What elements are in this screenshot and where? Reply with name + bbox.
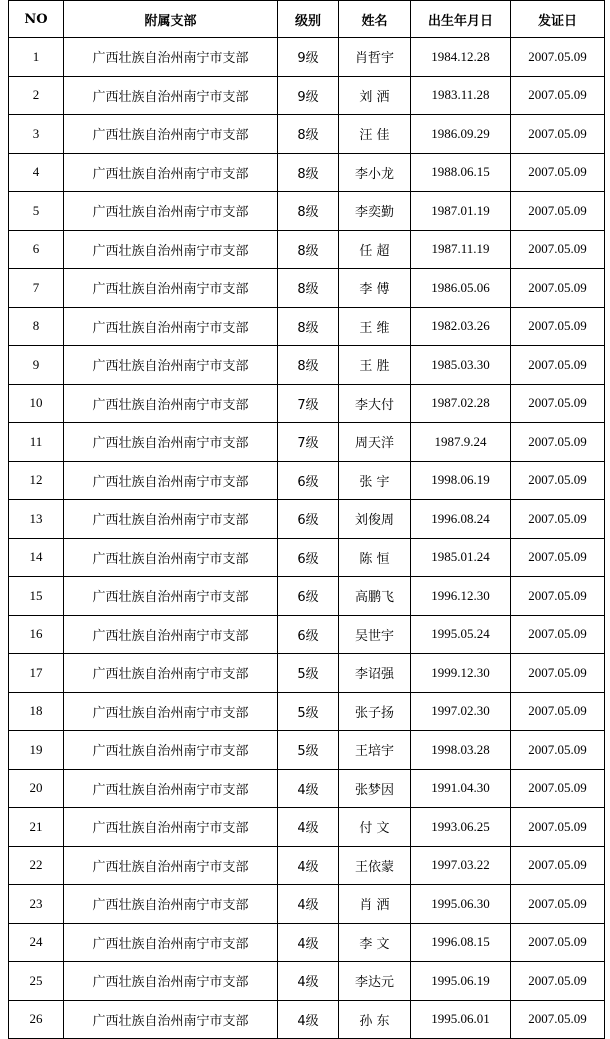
cell-name: 付 文 <box>339 808 411 847</box>
cell-issue-date: 2007.05.09 <box>511 230 605 269</box>
cell-grade: 8级 <box>278 192 339 231</box>
table-row <box>9 923 605 962</box>
cell-name: 汪 佳 <box>339 115 411 154</box>
cell-issue-date: 2007.05.09 <box>511 692 605 731</box>
cell-grade: 9级 <box>278 76 339 115</box>
cell-issue-date: 2007.05.09 <box>511 885 605 924</box>
cell-birth-date: 1987.9.24 <box>411 423 511 462</box>
table-row <box>9 692 605 731</box>
cell-issue-date: 2007.05.09 <box>511 808 605 847</box>
cell-issue-date: 2007.05.09 <box>511 731 605 770</box>
cell-grade: 4级 <box>278 808 339 847</box>
cell-birth-date: 1995.06.19 <box>411 962 511 1001</box>
cell-issue-date: 2007.05.09 <box>511 1000 605 1039</box>
cell-no: 9 <box>9 346 64 385</box>
cell-grade: 7级 <box>278 384 339 423</box>
cell-branch: 广西壮族自治州南宁市支部 <box>64 769 278 808</box>
cell-branch: 广西壮族自治州南宁市支部 <box>64 346 278 385</box>
cell-name: 刘 洒 <box>339 76 411 115</box>
cell-no: 1 <box>9 38 64 77</box>
cell-no: 22 <box>9 846 64 885</box>
cell-birth-date: 1993.06.25 <box>411 808 511 847</box>
cell-birth-date: 1998.03.28 <box>411 731 511 770</box>
cell-name: 张子扬 <box>339 692 411 731</box>
table-row <box>9 307 605 346</box>
cell-grade: 5级 <box>278 654 339 693</box>
cell-branch: 广西壮族自治州南宁市支部 <box>64 38 278 77</box>
cell-name: 王培宇 <box>339 731 411 770</box>
table-row <box>9 962 605 1001</box>
table-row <box>9 269 605 308</box>
table-row <box>9 461 605 500</box>
table-row <box>9 38 605 77</box>
cell-grade: 4级 <box>278 962 339 1001</box>
cell-name: 肖 洒 <box>339 885 411 924</box>
cell-no: 26 <box>9 1000 64 1039</box>
cell-issue-date: 2007.05.09 <box>511 153 605 192</box>
cell-grade: 8级 <box>278 153 339 192</box>
table-row <box>9 500 605 539</box>
cell-grade: 4级 <box>278 769 339 808</box>
cell-issue-date: 2007.05.09 <box>511 846 605 885</box>
cell-birth-date: 1999.12.30 <box>411 654 511 693</box>
cell-no: 16 <box>9 615 64 654</box>
cell-name: 张梦因 <box>339 769 411 808</box>
cell-name: 周天洋 <box>339 423 411 462</box>
table-row <box>9 153 605 192</box>
cell-no: 11 <box>9 423 64 462</box>
cell-grade: 6级 <box>278 615 339 654</box>
cell-grade: 8级 <box>278 269 339 308</box>
cell-no: 5 <box>9 192 64 231</box>
table-body <box>9 38 605 1039</box>
table-row <box>9 230 605 269</box>
table-row <box>9 346 605 385</box>
cell-grade: 4级 <box>278 923 339 962</box>
cell-issue-date: 2007.05.09 <box>511 269 605 308</box>
cell-birth-date: 1991.04.30 <box>411 769 511 808</box>
cell-branch: 广西壮族自治州南宁市支部 <box>64 846 278 885</box>
cell-name: 任 超 <box>339 230 411 269</box>
cell-grade: 4级 <box>278 1000 339 1039</box>
cell-birth-date: 1988.06.15 <box>411 153 511 192</box>
cell-no: 19 <box>9 731 64 770</box>
cell-no: 18 <box>9 692 64 731</box>
header-grade: 级别 <box>278 1 339 38</box>
cell-branch: 广西壮族自治州南宁市支部 <box>64 192 278 231</box>
header-no: NO <box>9 1 64 38</box>
cell-birth-date: 1985.01.24 <box>411 538 511 577</box>
cell-name: 高鹏飞 <box>339 577 411 616</box>
cell-branch: 广西壮族自治州南宁市支部 <box>64 76 278 115</box>
table-row <box>9 615 605 654</box>
cell-birth-date: 1983.11.28 <box>411 76 511 115</box>
cell-grade: 7级 <box>278 423 339 462</box>
cell-birth-date: 1996.08.24 <box>411 500 511 539</box>
table-row <box>9 808 605 847</box>
cell-no: 2 <box>9 76 64 115</box>
cell-birth-date: 1986.05.06 <box>411 269 511 308</box>
cell-issue-date: 2007.05.09 <box>511 423 605 462</box>
header-row <box>9 1 605 38</box>
cell-name: 李奕勤 <box>339 192 411 231</box>
cell-no: 15 <box>9 577 64 616</box>
header-birth-date: 出生年月日 <box>411 1 511 38</box>
cell-issue-date: 2007.05.09 <box>511 307 605 346</box>
cell-grade: 6级 <box>278 538 339 577</box>
table-row <box>9 577 605 616</box>
table-row <box>9 654 605 693</box>
cell-branch: 广西壮族自治州南宁市支部 <box>64 808 278 847</box>
cell-no: 25 <box>9 962 64 1001</box>
cell-branch: 广西壮族自治州南宁市支部 <box>64 423 278 462</box>
cell-birth-date: 1997.02.30 <box>411 692 511 731</box>
cell-name: 吴世宇 <box>339 615 411 654</box>
cell-no: 7 <box>9 269 64 308</box>
cell-name: 王 胜 <box>339 346 411 385</box>
cell-name: 王依蒙 <box>339 846 411 885</box>
table-row <box>9 769 605 808</box>
cell-branch: 广西壮族自治州南宁市支部 <box>64 1000 278 1039</box>
table-row <box>9 846 605 885</box>
cell-no: 20 <box>9 769 64 808</box>
cell-issue-date: 2007.05.09 <box>511 962 605 1001</box>
cell-branch: 广西壮族自治州南宁市支部 <box>64 269 278 308</box>
cell-name: 李诏强 <box>339 654 411 693</box>
header-name: 姓名 <box>339 1 411 38</box>
cell-branch: 广西壮族自治州南宁市支部 <box>64 692 278 731</box>
cell-issue-date: 2007.05.09 <box>511 654 605 693</box>
table-row <box>9 76 605 115</box>
cell-no: 10 <box>9 384 64 423</box>
cell-grade: 4级 <box>278 846 339 885</box>
cell-grade: 8级 <box>278 230 339 269</box>
cell-issue-date: 2007.05.09 <box>511 615 605 654</box>
table-row <box>9 731 605 770</box>
cell-branch: 广西壮族自治州南宁市支部 <box>64 461 278 500</box>
cell-branch: 广西壮族自治州南宁市支部 <box>64 115 278 154</box>
table-row <box>9 423 605 462</box>
cell-no: 14 <box>9 538 64 577</box>
cell-birth-date: 1997.03.22 <box>411 846 511 885</box>
cell-grade: 6级 <box>278 500 339 539</box>
cell-name: 李小龙 <box>339 153 411 192</box>
cell-no: 6 <box>9 230 64 269</box>
cell-branch: 广西壮族自治州南宁市支部 <box>64 731 278 770</box>
cell-name: 王 维 <box>339 307 411 346</box>
cell-issue-date: 2007.05.09 <box>511 346 605 385</box>
cell-grade: 5级 <box>278 731 339 770</box>
cell-name: 刘俊周 <box>339 500 411 539</box>
cell-no: 21 <box>9 808 64 847</box>
cell-issue-date: 2007.05.09 <box>511 500 605 539</box>
cell-name: 张 宇 <box>339 461 411 500</box>
cell-birth-date: 1987.11.19 <box>411 230 511 269</box>
cell-branch: 广西壮族自治州南宁市支部 <box>64 153 278 192</box>
cell-branch: 广西壮族自治州南宁市支部 <box>64 885 278 924</box>
header-issue-date: 发证日 <box>511 1 605 38</box>
cell-branch: 广西壮族自治州南宁市支部 <box>64 923 278 962</box>
cell-branch: 广西壮族自治州南宁市支部 <box>64 230 278 269</box>
cell-birth-date: 1985.03.30 <box>411 346 511 385</box>
cell-no: 24 <box>9 923 64 962</box>
cell-issue-date: 2007.05.09 <box>511 461 605 500</box>
cell-issue-date: 2007.05.09 <box>511 769 605 808</box>
table-row <box>9 885 605 924</box>
cell-issue-date: 2007.05.09 <box>511 38 605 77</box>
cell-name: 肖哲宇 <box>339 38 411 77</box>
cell-birth-date: 1996.12.30 <box>411 577 511 616</box>
cell-branch: 广西壮族自治州南宁市支部 <box>64 500 278 539</box>
cell-name: 孙 东 <box>339 1000 411 1039</box>
cell-no: 8 <box>9 307 64 346</box>
cell-name: 李达元 <box>339 962 411 1001</box>
cell-birth-date: 1996.08.15 <box>411 923 511 962</box>
cell-birth-date: 1987.02.28 <box>411 384 511 423</box>
cell-issue-date: 2007.05.09 <box>511 76 605 115</box>
cell-birth-date: 1998.06.19 <box>411 461 511 500</box>
cell-issue-date: 2007.05.09 <box>511 192 605 231</box>
cell-grade: 6级 <box>278 461 339 500</box>
cell-no: 13 <box>9 500 64 539</box>
cell-birth-date: 1982.03.26 <box>411 307 511 346</box>
cell-grade: 4级 <box>278 885 339 924</box>
cell-birth-date: 1995.06.30 <box>411 885 511 924</box>
cell-birth-date: 1995.05.24 <box>411 615 511 654</box>
cell-name: 李 傅 <box>339 269 411 308</box>
table-row <box>9 115 605 154</box>
cell-grade: 8级 <box>278 307 339 346</box>
table-row <box>9 192 605 231</box>
table-row <box>9 384 605 423</box>
cell-name: 李大付 <box>339 384 411 423</box>
cell-no: 4 <box>9 153 64 192</box>
cell-branch: 广西壮族自治州南宁市支部 <box>64 538 278 577</box>
cell-branch: 广西壮族自治州南宁市支部 <box>64 654 278 693</box>
cell-grade: 8级 <box>278 115 339 154</box>
cell-no: 3 <box>9 115 64 154</box>
cell-birth-date: 1984.12.28 <box>411 38 511 77</box>
cell-no: 12 <box>9 461 64 500</box>
cell-grade: 6级 <box>278 577 339 616</box>
table-row <box>9 538 605 577</box>
cell-grade: 5级 <box>278 692 339 731</box>
cell-issue-date: 2007.05.09 <box>511 538 605 577</box>
certificate-roster-table <box>8 0 605 1039</box>
header-branch: 附属支部 <box>64 1 278 38</box>
cell-no: 23 <box>9 885 64 924</box>
cell-grade: 9级 <box>278 38 339 77</box>
cell-grade: 8级 <box>278 346 339 385</box>
cell-branch: 广西壮族自治州南宁市支部 <box>64 962 278 1001</box>
cell-branch: 广西壮族自治州南宁市支部 <box>64 307 278 346</box>
cell-branch: 广西壮族自治州南宁市支部 <box>64 615 278 654</box>
cell-birth-date: 1995.06.01 <box>411 1000 511 1039</box>
cell-no: 17 <box>9 654 64 693</box>
cell-name: 李 文 <box>339 923 411 962</box>
table-row <box>9 1000 605 1039</box>
cell-issue-date: 2007.05.09 <box>511 923 605 962</box>
cell-birth-date: 1986.09.29 <box>411 115 511 154</box>
cell-issue-date: 2007.05.09 <box>511 384 605 423</box>
cell-issue-date: 2007.05.09 <box>511 115 605 154</box>
cell-issue-date: 2007.05.09 <box>511 577 605 616</box>
cell-branch: 广西壮族自治州南宁市支部 <box>64 384 278 423</box>
cell-branch: 广西壮族自治州南宁市支部 <box>64 577 278 616</box>
cell-name: 陈 恒 <box>339 538 411 577</box>
cell-birth-date: 1987.01.19 <box>411 192 511 231</box>
